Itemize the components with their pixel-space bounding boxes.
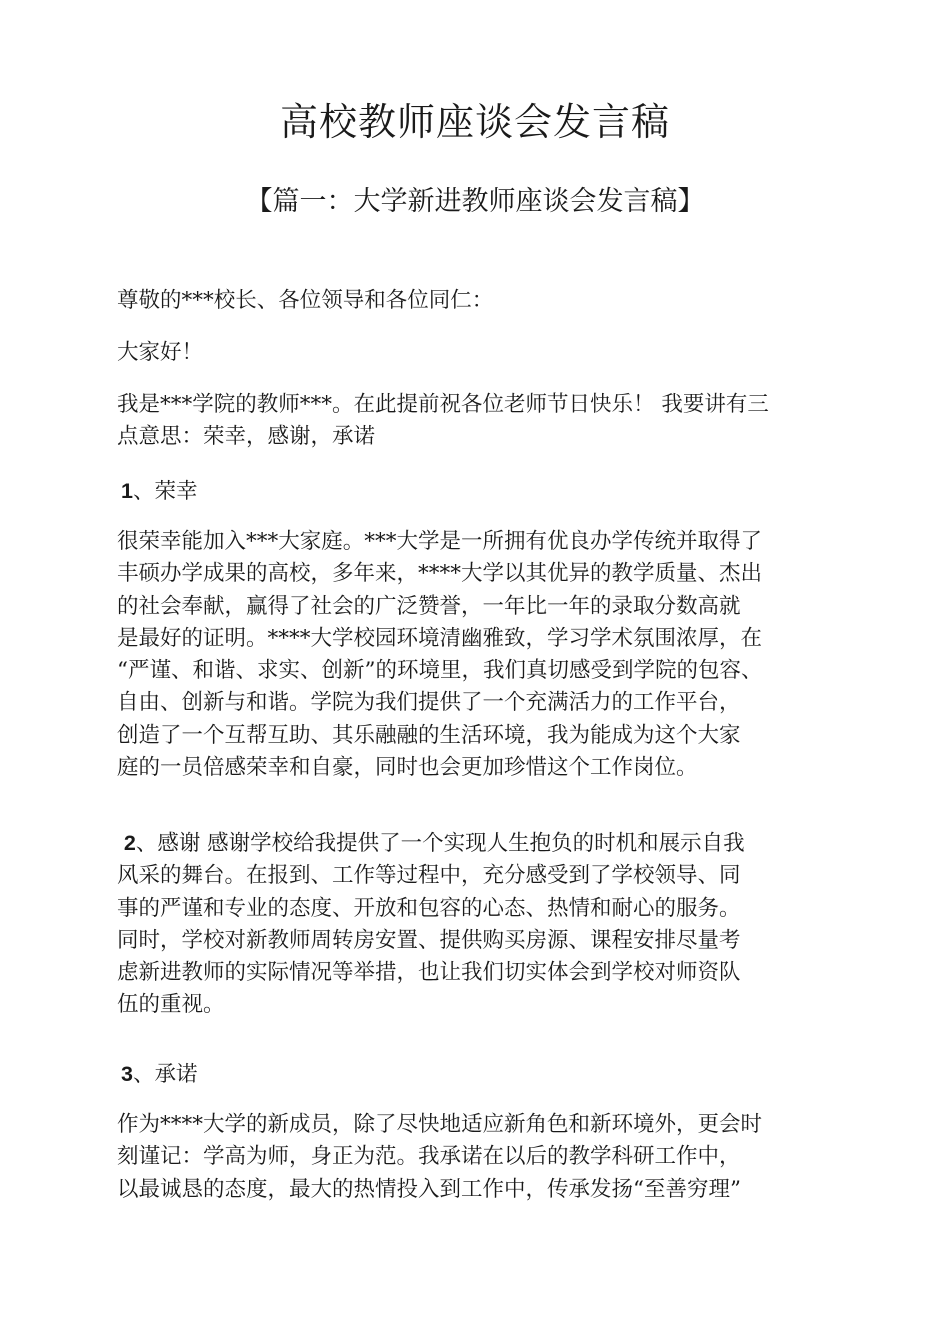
text-line: 是最好的证明。****大学校园环境清幽雅致，学习学术氛围浓厚，在	[117, 625, 763, 651]
text-line: 的社会奉献，赢得了社会的广泛赞誉，一年比一年的录取分数高就	[117, 593, 741, 619]
text-line: “严谨、和谐、求实、创新”的环境里，我们真切感受到学院的包容、	[117, 658, 763, 684]
section-title: 、承诺	[132, 1062, 198, 1087]
text-line: 点意思：荣幸，感谢，承诺	[117, 424, 376, 450]
section-heading-1	[121, 475, 197, 508]
text-line: 庭的一员倍感荣幸和自豪，同时也会更加珍惜这个工作岗位。	[117, 755, 698, 781]
text-line: 同时，学校对新教师周转房安置、提供购买房源、课程安排尽量考	[117, 927, 741, 953]
section-1-paragraph	[117, 526, 857, 784]
section-title: 、荣幸	[132, 479, 198, 504]
greeting: 大家好！	[117, 340, 204, 365]
text-line: 风采的舞台。在报到、工作等过程中，充分感受到了学校领导、同	[117, 863, 741, 889]
section-number: 1	[121, 479, 133, 503]
text-line: 作为****大学的新成员，除了尽快地适应新角色和新环境外，更会时	[117, 1112, 763, 1137]
text-line: 自由、创新与和谐。学院为我们提供了一个充满活力的工作平台，	[117, 690, 741, 716]
page-title: 高校教师座谈会发言稿	[279, 100, 670, 144]
intro-paragraph	[117, 389, 857, 454]
text-line: 以最诚恳的态度，最大的热情投入到工作中，传承发扬“至善穷理”	[117, 1176, 741, 1202]
salutation: 尊敬的***校长、各位领导和各位同仁：	[117, 288, 494, 313]
text-line: 丰硕办学成果的高校，多年来，****大学以其优异的教学质量、杰出	[117, 561, 763, 587]
text-line: 伍的重视。	[117, 992, 225, 1018]
section-number: 2	[123, 831, 136, 855]
text-line: 虑新进教师的实际情况等举措，也让我们切实体会到学校对师资队	[117, 960, 741, 986]
text-line: 事的严谨和专业的态度、开放和包容的心态、热情和耐心的服务。	[117, 895, 741, 921]
section-2-paragraph	[117, 827, 857, 1022]
text-line: 很荣幸能加入***大家庭。***大学是一所拥有优良办学传统并取得了	[117, 529, 763, 554]
section-2-first-line: 、感谢 感谢学校给我提供了一个实现人生抱负的时机和展示自我	[135, 831, 745, 856]
text-line: 我是***学院的教师***。在此提前祝各位老师节日快乐！ 我要讲有三	[117, 392, 769, 417]
text-line: 刻谨记：学高为师，身正为范。我承诺在以后的教学科研工作中，	[117, 1144, 741, 1170]
section-3-paragraph	[117, 1109, 857, 1206]
section-heading-3	[121, 1058, 197, 1091]
section-number: 3	[121, 1062, 133, 1086]
text-line	[117, 827, 857, 860]
page-subtitle: 【篇一：大学新进教师座谈会发言稿】	[245, 186, 705, 217]
text-line: 创造了一个互帮互助、其乐融融的生活环境，我为能成为这个大家	[117, 722, 741, 748]
